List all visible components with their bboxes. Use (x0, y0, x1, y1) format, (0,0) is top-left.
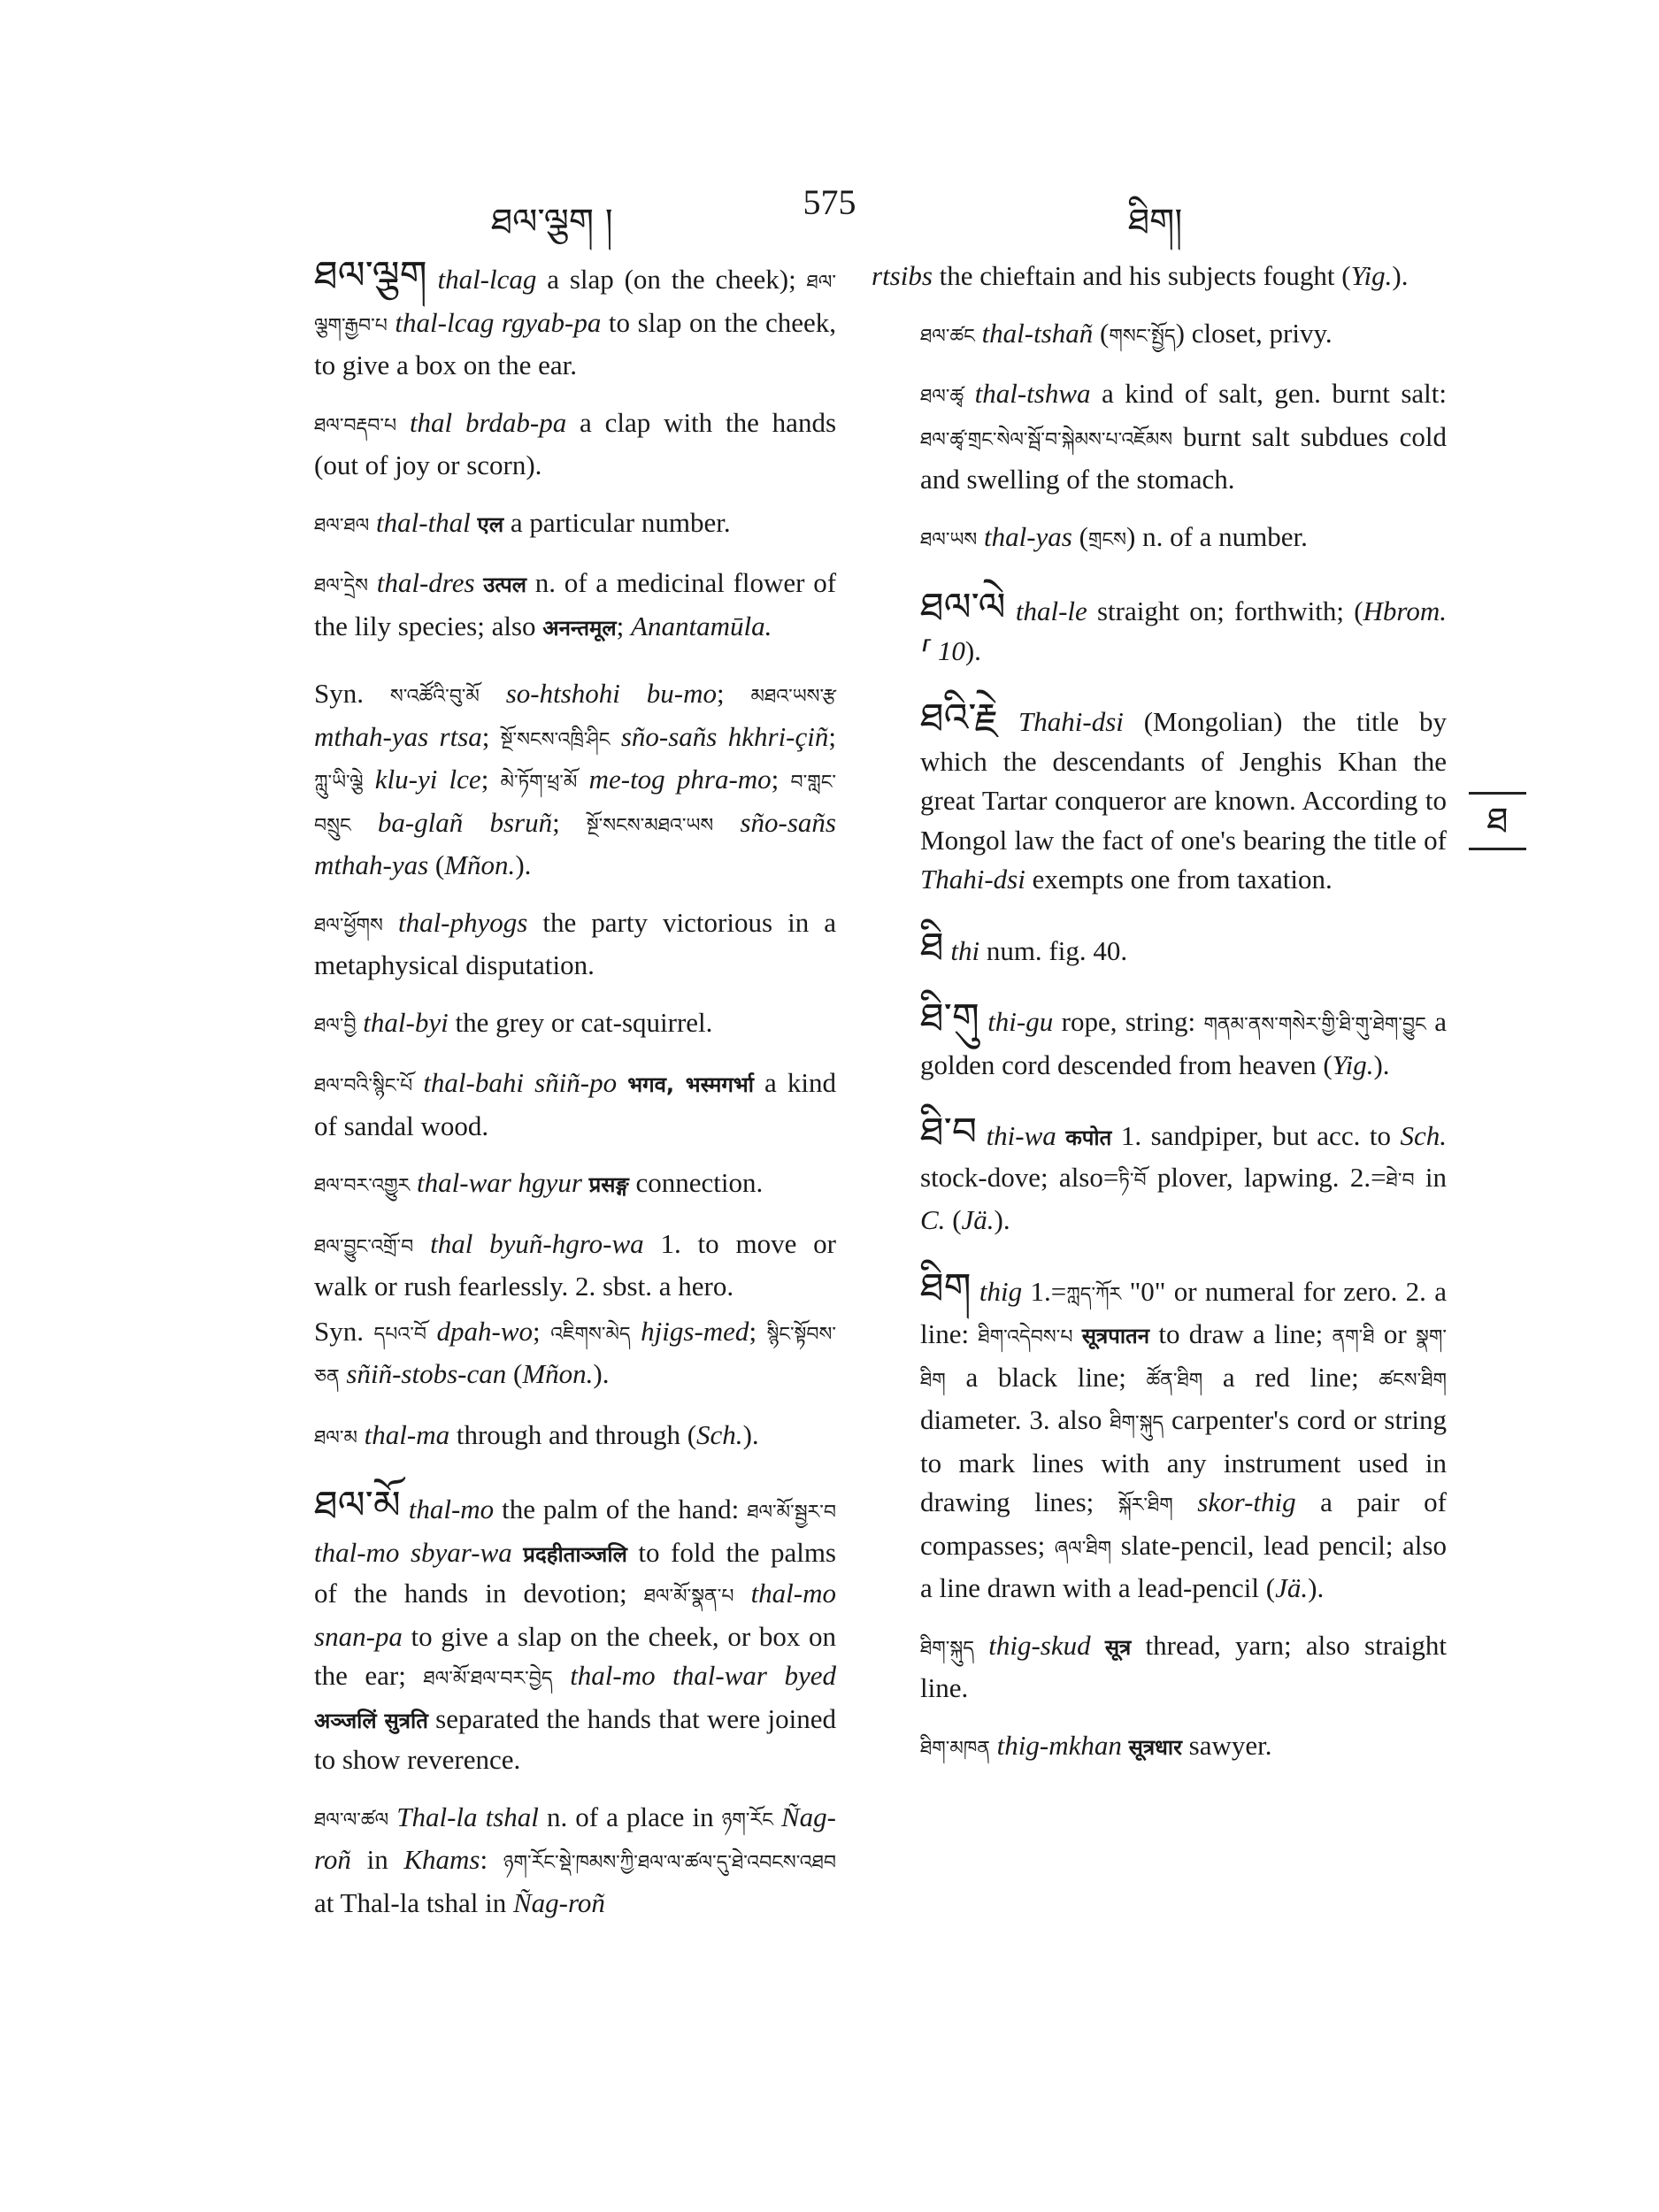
entry-thig-mkhan: ཐིག་མཁན thig-mkhan सूत्रधार sawyer. (920, 1729, 1272, 1761)
entry-thal-la-tshal: ཐལ་ལ་ཚལ Thal-la tshal n. of a place in ཉག་རོང Ñag-roñ in Khams: ཉག་རོང་སྡེ་ཁམས་ཀྱི་ཐལ་ལ་ཚལ་དུ་ཐེ་འབངས་འཐབ at Thal-la tshal in Ñag-roñ (314, 1801, 836, 1918)
entry-thal-ma: ཐལ་མ thal-ma through and through (Sch.). (314, 1418, 759, 1450)
synonyms-thal-dres: Syn. ས་འཚོའི་བུ་མོ so-htshohi bu-mo; མཐའ་ཡས་རྩ mthah-yas rtsa; སྔོ་སངས་འཁྲི་ཤིང sño-sañs hkhri-çiñ; ཀླུ་ཡི་ལྕེ klu-yi lce; མེ་ཏོག་ཕྲ་མོ me-tog phra-mo; བ་གླང་བསྲུང ba-glañ bsruñ; སྔོ་སངས་མཐའ་ཡས sño-sañs mthah-yas (Mñon.). (314, 678, 837, 880)
entry-thi-wa: ཐི་བ thi-wa कपोत 1. sandpiper, but acc. to Sch. stock-dove; also=ཏི་བོ plover, lapwing. 2.=ཐེ་བ in C. (Jä.). (920, 1110, 1448, 1235)
synonyms-thal-byun: Syn. དཔའ་བོ dpah-wo; འཇིགས་མེད hjigs-med; སྙིང་སྟོབས་ཅན sñiñ-stobs-can (Mñon.). (314, 1315, 836, 1389)
entry-thal-lcag: ཐལ་ལྕག thal-lcag a slap (on the cheek); ཐལ་ལྕག་རྒྱབ་པ thal-lcag rgyab-pa to slap on the cheek, to give a box on the ear. (314, 253, 837, 380)
entry-thal-bahi-snin-po: ཐལ་བའི་སྙིང་པོ thal-bahi sñiñ-po भगव, भस्मगर्भा a kind of sandal wood. (314, 1067, 837, 1141)
entry-thi-gu: ཐི་གུ thi-gu rope, string: གནམ་ནས་གསེར་གྱི་ཐི་གུ་ཐེག་བྱུང a golden cord descended from heaven (Yig.). (920, 995, 1447, 1080)
margin-thumb-index: ཐ (1469, 792, 1526, 850)
entry-thi: ཐི thi num. fig. 40. (920, 924, 1128, 970)
header-left-catchword: ཐལ་ལྕག ། (491, 202, 613, 242)
entry-thal-mo: ཐལ་མོ thal-mo the palm of the hand: ཐལ་མོ་སྦྱར་བ thal-mo sbyar-wa प्रदहीताञ्जलि to fold the palms of the hands in devotion; ཐལ་མོ་སྣན་པ thal-mo snan-pa to give a slap on the cheek, or box on the ear; ཐལ་མོ་ཐལ་བར་བྱེད thal-mo thal-war byed अञ्जलिं सुत्रति separated the hands that were joined to show reverence. (314, 1483, 837, 1775)
left-column (265, 253, 837, 1940)
entry-thal-thal: ཐལ་ཐལ thal-thal एल a particular number. (314, 506, 731, 538)
entry-thal-tshwa: ཐལ་ཚྭ thal-tshwa a kind of salt, gen. burnt salt: ཐལ་ཚྭ་གྲང་སེལ་སྦོ་བ་སྐེམས་པ་འཇོམས burnt salt subdues cold and swelling of the stomach. (920, 378, 1447, 495)
entry-thal-brdab-pa: ཐལ་བརྡབ་པ thal brdab-pa a clap with the hands (out of joy or scorn). (314, 406, 837, 480)
entry-thahi-dsi: ཐའི་རྗེ Thahi-dsi (Mongolian) the title by which the descendants of Jenghis Khan the great Tartar conqueror are known. According to Mongol law the fact of one's bearing the title of Thahi-dsi exempts one from taxation. (920, 695, 1448, 895)
entry-thig: ཐིག thig 1.=ཀླད་ཀོར "0" or numeral for zero. 2. a line: ཐིག་འདེབས་པ सूत्रपातन to draw a line; ནག་ཐི or སྣག་ཐིག a black line; ཚོན་ཐིག a red line; ཚངས་ཐིག diameter. 3. also ཐིག་སྐུད carpenter's cord or string to mark lines with any instrument used in drawing lines; སྐོར་ཐིག skor-thig a pair of compasses; ཞལ་ཐིག slate-pencil, lead pencil; also a line drawn with a lead-pencil (Jä.). (920, 1264, 1448, 1603)
entry-thal-yas: ཐལ་ཡས thal-yas (གྲངས) n. of a number. (920, 520, 1308, 552)
header-right-catchword: ཐིག། (1128, 202, 1183, 242)
entry-thal-war-hgyur: ཐལ་བར་འགྱུར thal-war hgyur प्रसङ्ग connection. (314, 1167, 764, 1198)
page-number: 575 (803, 182, 856, 222)
page-header (0, 181, 1659, 242)
right-column (872, 257, 1447, 1786)
entry-thig-skud: ཐིག་སྐུད thig-skud सूत्र thread, yarn; also straight line. (920, 1629, 1448, 1703)
entry-thal-byun-hgro-wa: ཐལ་བྱུང་འགྲོ་བ thal byuñ-hgro-wa 1. to move or walk or rush fearlessly. 2. sbst. a hero. (314, 1227, 836, 1302)
entry-thal-tshan: ཐལ་ཚང thal-tshañ (གསང་སྤྱོད) closet, privy. (920, 317, 1333, 349)
entry-thal-byi: ཐལ་བྱི thal-byi the grey or cat-squirrel. (314, 1006, 713, 1038)
continuation-thal-la-tshal: rtsibs the chieftain and his subjects fought (Yig.). (872, 260, 1409, 291)
entry-thal-dres: ཐལ་དྲེས thal-dres उत्पल n. of a medicinal flower of the lily species; also अनन्तमूल; Anantamūla. (314, 567, 837, 641)
entry-thal-le: ཐལ་ལེ thal-le straight on; forthwith; (Hbrom. ⸢ 10). (920, 585, 1447, 666)
entry-thal-phyogs: ཐལ་ཕྱོགས thal-phyogs the party victorious in a metaphysical disputation. (314, 906, 836, 980)
